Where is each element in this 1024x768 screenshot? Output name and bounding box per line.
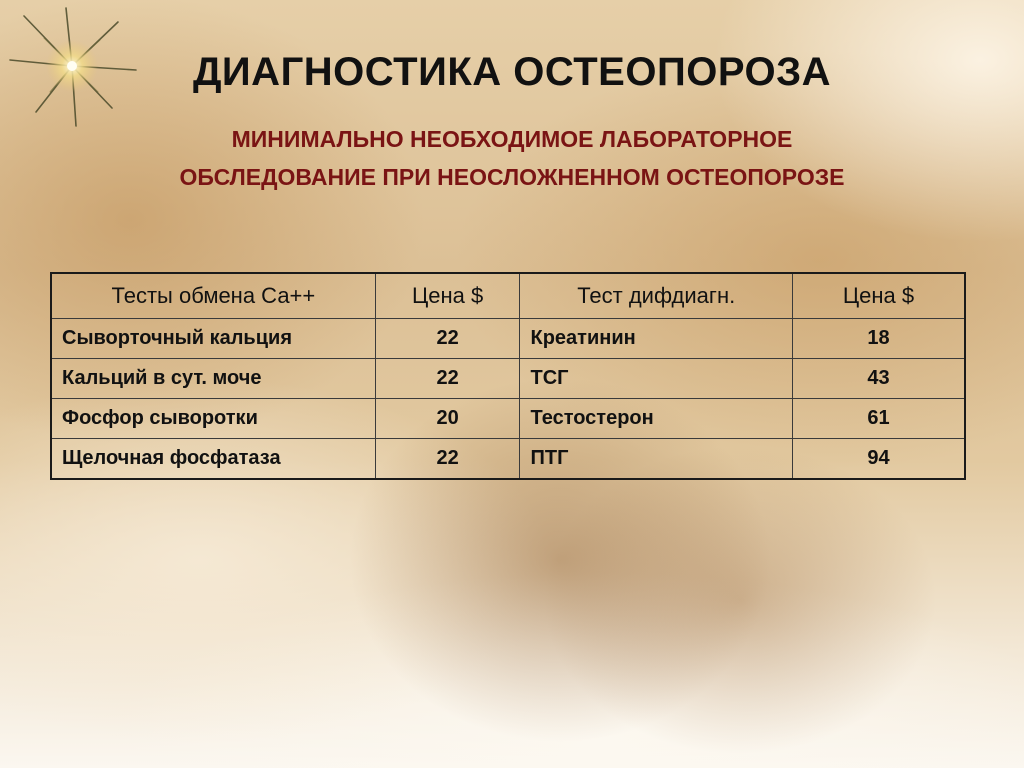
diff-test-name: ПТГ	[520, 439, 792, 480]
diff-test-price: 61	[792, 399, 965, 439]
header-price-1: Цена $	[375, 273, 520, 319]
lab-tests-table	[50, 272, 966, 480]
header-ca-tests: Тесты обмена Са++	[51, 273, 375, 319]
table-row	[51, 399, 965, 439]
diff-test-price: 18	[792, 319, 965, 359]
subtitle-line-2: ОБСЛЕДОВАНИЕ ПРИ НЕОСЛОЖНЕННОМ ОСТЕОПОРОЗЕ	[179, 164, 845, 190]
diff-test-name: ТСГ	[520, 359, 792, 399]
diff-test-price: 94	[792, 439, 965, 480]
header-price-2: Цена $	[792, 273, 965, 319]
ca-test-name: Фосфор сыворотки	[51, 399, 375, 439]
header-diff-tests: Тест дифдиагн.	[520, 273, 792, 319]
table-row	[51, 439, 965, 480]
page-title: ДИАГНОСТИКА ОСТЕОПОРОЗА	[192, 50, 832, 94]
ca-test-name: Кальций в сут. моче	[51, 359, 375, 399]
diff-test-name: Креатинин	[520, 319, 792, 359]
ca-test-name: Сыворточный кальция	[51, 319, 375, 359]
ca-test-name: Щелочная фосфатаза	[51, 439, 375, 480]
diff-test-price: 43	[792, 359, 965, 399]
diff-test-name: Тестостерон	[520, 399, 792, 439]
ca-test-price: 22	[375, 439, 520, 480]
table-row	[51, 319, 965, 359]
subtitle-line-1: МИНИМАЛЬНО НЕОБХОДИМОЕ ЛАБОРАТОРНОЕ	[231, 126, 793, 152]
page-subtitle	[0, 120, 1024, 196]
ca-test-price: 22	[375, 319, 520, 359]
table-header-row	[51, 273, 965, 319]
ca-test-price: 20	[375, 399, 520, 439]
ca-test-price: 22	[375, 359, 520, 399]
table-row	[51, 359, 965, 399]
